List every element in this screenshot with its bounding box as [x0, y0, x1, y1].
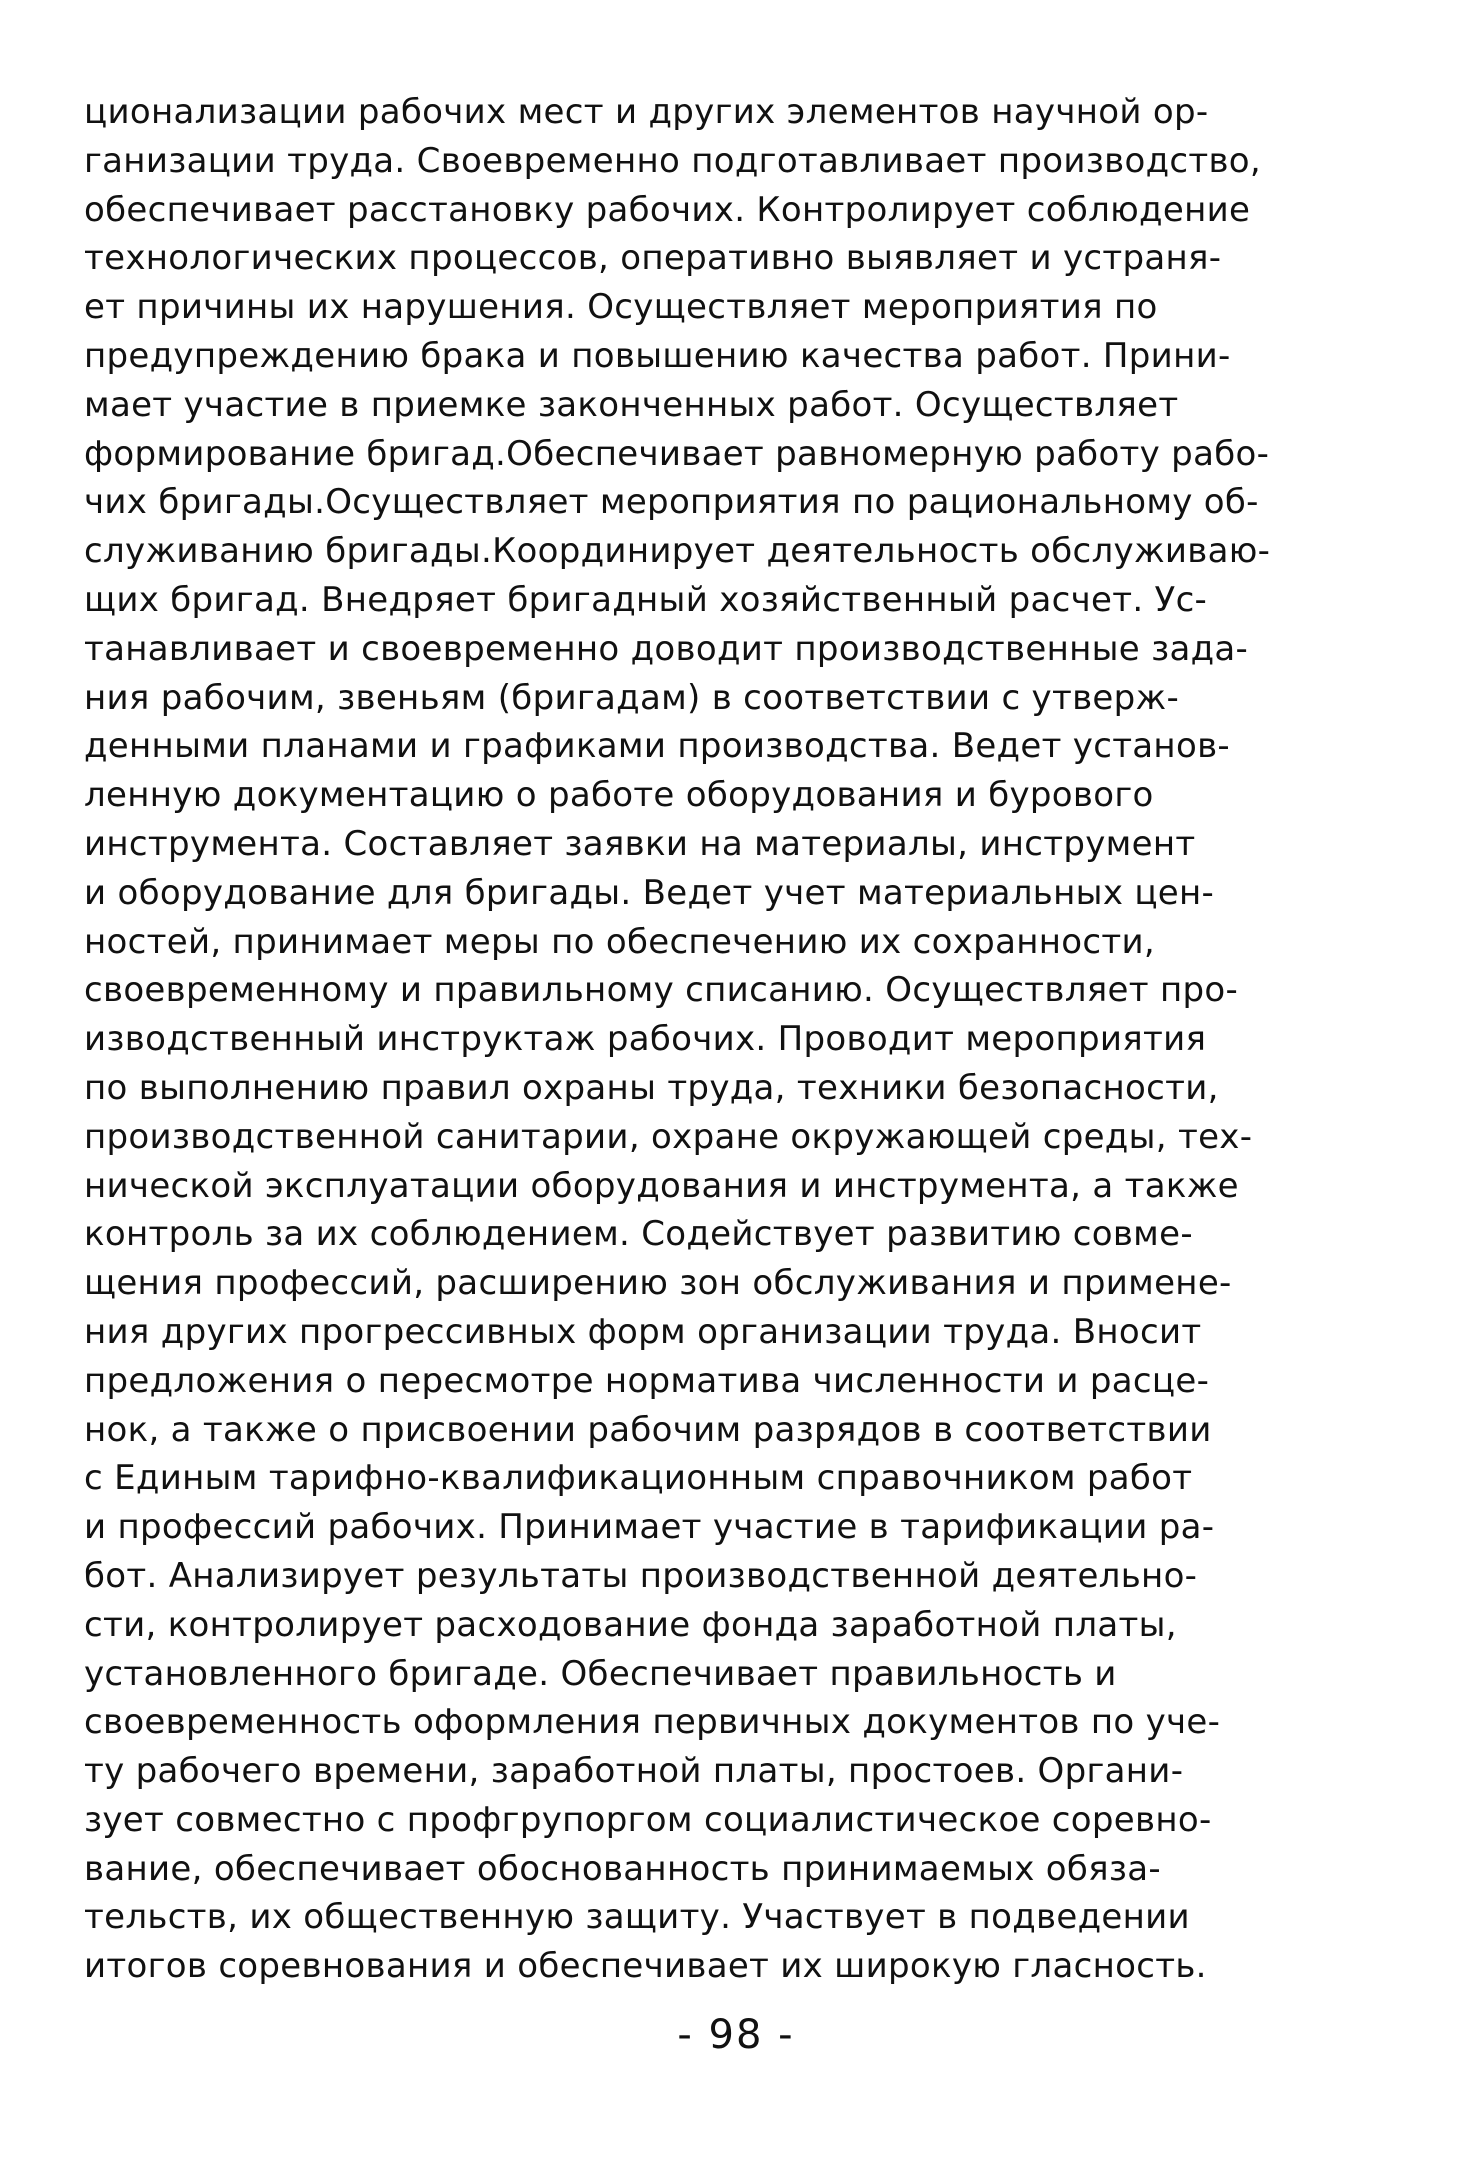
text-line-20: изводственный инструктаж рабочих. Проводит мероприятия — [84, 1019, 1207, 1060]
text-line-22: производственной санитарии, охране окружающей среды, тех- — [84, 1116, 1253, 1157]
text-line-15: ленную документацию о работе оборудования и бурового — [84, 775, 1154, 816]
text-line-16: инструмента. Составляет заявки на материалы, инструмент — [84, 823, 1196, 864]
text-line-35: ту рабочего времени, заработной платы, простоев. Органи- — [84, 1751, 1184, 1792]
text-line-29: с Единым тарифно-квалификационным справочником работ — [84, 1458, 1193, 1499]
text-line-33: установленного бригаде. Обеспечивает правильность и — [84, 1653, 1117, 1694]
text-line-8: формирование бригад.Обеспечивает равномерную работу рабо- — [84, 433, 1270, 474]
text-line-36: зует совместно с профгрупоргом социалистическое соревно- — [84, 1799, 1212, 1840]
text-line-28: нок, а также о присвоении рабочим разрядов в соответствии — [84, 1409, 1212, 1450]
text-line-39: итогов соревнования и обеспечивает их широкую гласность. — [84, 1946, 1207, 1987]
text-line-7: мает участие в приемке законченных работ. Осуществляет — [84, 384, 1179, 425]
text-line-31: бот. Анализирует результаты производственной деятельно- — [84, 1555, 1198, 1596]
text-line-1: ционализации рабочих мест и других элементов научной ор- — [84, 92, 1209, 132]
text-line-3: обеспечивает расстановку рабочих. Контролирует соблюдение — [84, 189, 1251, 230]
body-text — [84, 88, 1424, 1991]
text-line-11: щих бригад. Внедряет бригадный хозяйственный расчет. Ус- — [84, 579, 1208, 620]
text-line-21: по выполнению правил охраны труда, техники безопасности, — [84, 1067, 1219, 1108]
text-line-27: предложения о пересмотре норматива численности и расце- — [84, 1360, 1210, 1401]
page-number: - 98 - — [677, 2012, 795, 2058]
text-line-24: контроль за их соблюдением. Содействует развитию совме- — [84, 1214, 1193, 1255]
text-line-13: ния рабочим, звеньям (бригадам) в соответствии с утверж- — [84, 677, 1180, 718]
text-line-17: и оборудование для бригады. Ведет учет материальных цен- — [84, 872, 1215, 913]
text-line-34: своевременность оформления первичных документов по уче- — [84, 1702, 1221, 1743]
text-line-6: предупреждению брака и повышению качества работ. Прини- — [84, 335, 1231, 376]
text-line-38: тельств, их общественную защиту. Участвует в подведении — [84, 1897, 1190, 1938]
text-line-14: денными планами и графиками производства. Ведет установ- — [84, 726, 1230, 767]
text-line-5: ет причины их нарушения. Осуществляет мероприятия по — [84, 287, 1158, 328]
text-line-4: технологических процессов, оперативно выявляет и устраня- — [84, 238, 1222, 279]
text-line-9: чих бригады.Осуществляет мероприятия по рациональному об- — [84, 482, 1259, 523]
text-line-2: ганизации труда. Своевременно подготавливает производство, — [84, 140, 1262, 181]
text-line-30: и профессий рабочих. Принимает участие в тарификации ра- — [84, 1507, 1215, 1548]
text-line-32: сти, контролирует расходование фонда заработной платы, — [84, 1604, 1177, 1645]
text-line-10: служиванию бригады.Координирует деятельность обслуживаю- — [84, 531, 1271, 572]
text-line-25: щения профессий, расширению зон обслуживания и примене- — [84, 1263, 1232, 1304]
text-line-26: ния других прогрессивных форм организации труда. Вносит — [84, 1311, 1202, 1352]
text-line-19: своевременному и правильному списанию. Осуществляет про- — [84, 970, 1239, 1011]
text-line-23: нической эксплуатации оборудования и инструмента, а также — [84, 1165, 1239, 1206]
text-line-12: танавливает и своевременно доводит производственные зада- — [84, 628, 1249, 669]
text-line-18: ностей, принимает меры по обеспечению их сохранности, — [84, 921, 1155, 962]
text-line-37: вание, обеспечивает обоснованность принимаемых обяза- — [84, 1848, 1161, 1889]
